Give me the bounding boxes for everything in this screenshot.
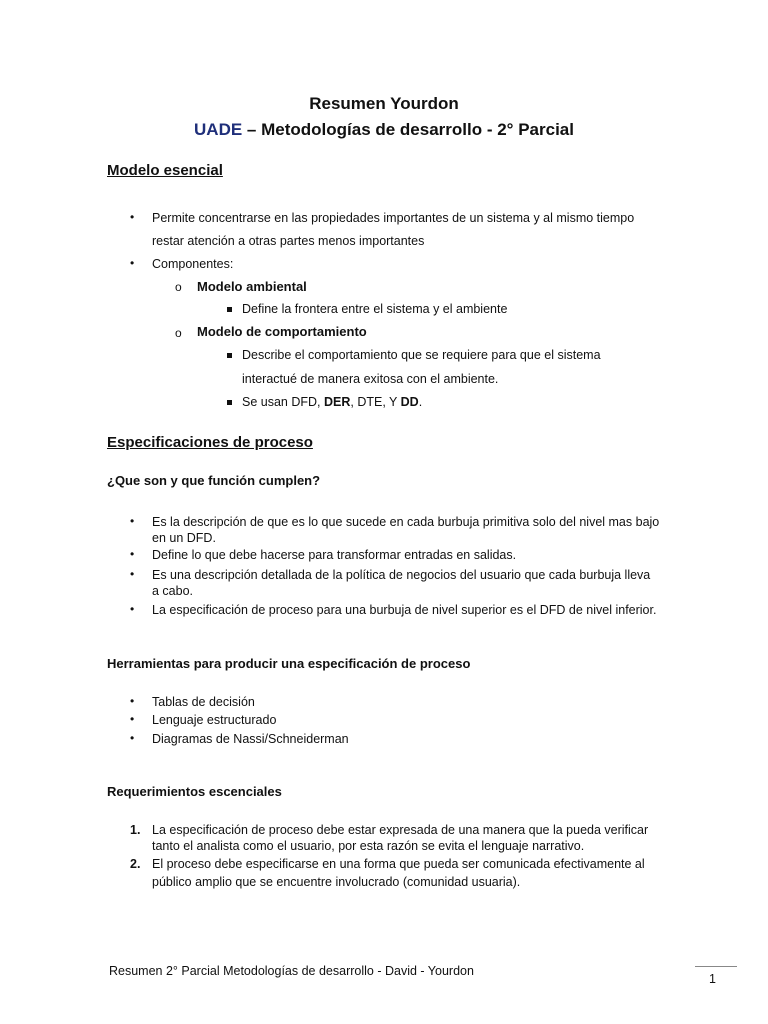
requerimientos-heading: Requerimientos escenciales bbox=[107, 784, 282, 799]
modelo-bullet-1-line-1: Permite concentrarse en las propiedades importantes de un sistema y al mismo tiempo bbox=[152, 211, 635, 225]
req-item-1-number: 1. bbox=[130, 823, 141, 837]
bullet-dot: • bbox=[130, 514, 135, 528]
modelo-comportamiento-title: Modelo de comportamiento bbox=[197, 324, 367, 339]
req-item-2-line-2: público amplio que se encuentre involucrado (comunidad usuaria). bbox=[152, 875, 521, 889]
circle-bullet: o bbox=[175, 280, 182, 294]
herramientas-item-2: Lenguaje estructurado bbox=[152, 713, 277, 727]
espec-item-1-line-2: en un DFD. bbox=[152, 531, 216, 545]
page-title: Resumen Yourdon bbox=[309, 94, 459, 113]
subtitle-accent: UADE bbox=[194, 120, 243, 139]
modelo-bullet-1-line-2: restar atención a otras partes menos importantes bbox=[152, 234, 425, 248]
bullet-dot: • bbox=[130, 731, 135, 745]
herramientas-item-1: Tablas de decisión bbox=[152, 695, 255, 709]
espec-item-3-line-2: a cabo. bbox=[152, 584, 194, 598]
espec-question: ¿Que son y que función cumplen? bbox=[107, 473, 321, 488]
section-heading-espec: Especificaciones de proceso bbox=[107, 434, 313, 451]
page-number: 1 bbox=[709, 972, 716, 986]
bullet-dot: • bbox=[130, 210, 135, 224]
circle-bullet: o bbox=[175, 326, 182, 340]
espec-item-1-line-1: Es la descripción de que es lo que sucede en cada burbuja primitiva solo del nivel mas bajo bbox=[152, 515, 660, 529]
req-item-2-number: 2. bbox=[130, 857, 141, 871]
bullet-dot: • bbox=[130, 547, 135, 561]
espec-item-3-line-1: Es una descripción detallada de la política de negocios del usuario que cada burbuja lleva bbox=[152, 568, 651, 582]
req-item-1-line-2: tanto el analista como el usuario, por esta razón se evita el lenguaje narrativo. bbox=[152, 839, 585, 853]
espec-item-2: Define lo que debe hacerse para transformar entradas en salidas. bbox=[152, 548, 517, 562]
req-item-2-line-1: El proceso debe especificarse en una forma que pueda ser comunicada efectivamente al bbox=[152, 857, 645, 871]
bullet-dot: • bbox=[130, 567, 135, 581]
espec-item-4: La especificación de proceso para una burbuja de nivel superior es el DFD de nivel inferior. bbox=[152, 603, 657, 617]
bullet-dot: • bbox=[130, 256, 135, 270]
section-heading-modelo: Modelo esencial bbox=[107, 162, 223, 179]
bullet-dot: • bbox=[130, 694, 135, 708]
subtitle-rest: – Metodologías de desarrollo - 2° Parcial bbox=[242, 120, 574, 139]
comp-item-1-line-2: interactué de manera exitosa con el ambiente. bbox=[242, 372, 499, 386]
comp-item-1-line-1: Describe el comportamiento que se requiere para que el sistema bbox=[242, 348, 601, 362]
page-footer: Resumen 2° Parcial Metodologías de desarrollo - David - Yourdon bbox=[109, 964, 474, 978]
req-item-1-line-1: La especificación de proceso debe estar expresada de una manera que la pueda verificar bbox=[152, 823, 649, 837]
herramientas-item-3: Diagramas de Nassi/Schneiderman bbox=[152, 732, 349, 746]
square-bullet bbox=[227, 307, 232, 312]
herramientas-heading: Herramientas para producir una especificación de proceso bbox=[107, 656, 471, 671]
page-subtitle bbox=[0, 120, 768, 140]
bullet-dot: • bbox=[130, 602, 135, 616]
modelo-ambiental-title: Modelo ambiental bbox=[197, 279, 307, 294]
bullet-dot: • bbox=[130, 712, 135, 726]
square-bullet bbox=[227, 353, 232, 358]
footer-rule bbox=[695, 966, 737, 967]
comp-item-2: Se usan DFD, DER, DTE, Y DD. bbox=[242, 395, 423, 409]
modelo-bullet-2: Componentes: bbox=[152, 257, 234, 271]
square-bullet bbox=[227, 400, 232, 405]
modelo-ambiental-item: Define la frontera entre el sistema y el ambiente bbox=[242, 302, 508, 316]
